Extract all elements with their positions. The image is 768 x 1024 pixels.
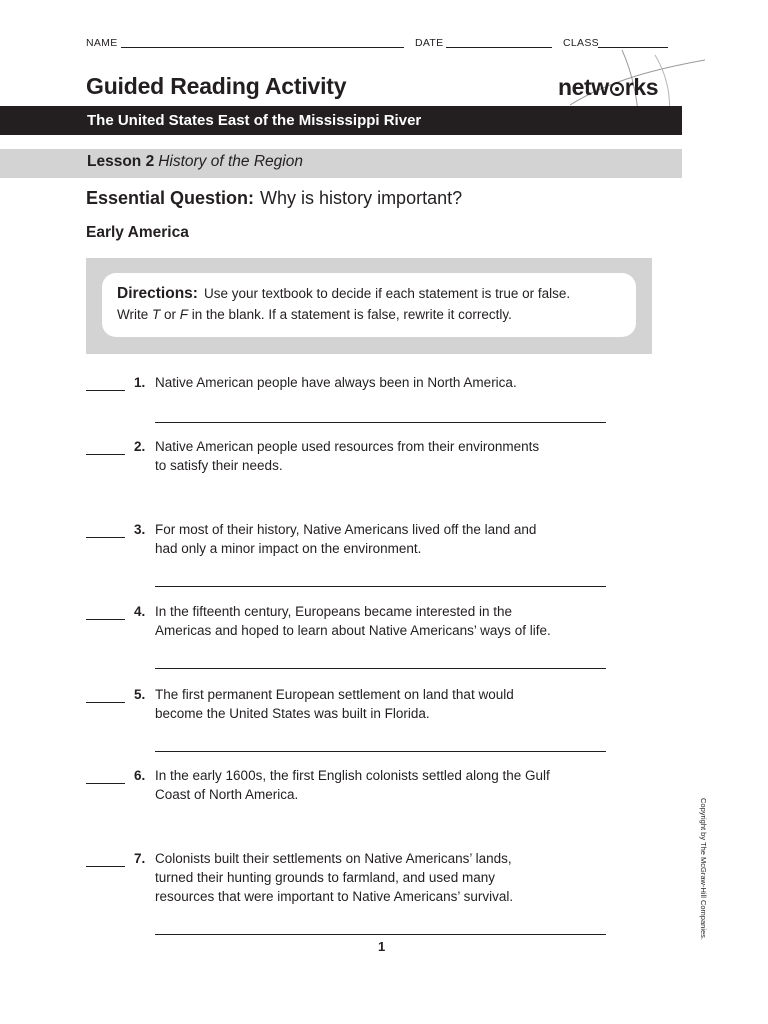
answer-blank-5[interactable] — [86, 702, 125, 703]
networks-logo: netw rks — [558, 74, 659, 100]
question-number: 7. — [134, 851, 146, 866]
question-number: 2. — [134, 439, 146, 454]
rewrite-line-3[interactable] — [155, 586, 606, 587]
question-text: Native American people have always been in North America. — [155, 375, 517, 390]
question-number: 1. — [134, 375, 146, 390]
question-text: turned their hunting grounds to farmland, and used many — [155, 870, 495, 885]
answer-blank-6[interactable] — [86, 783, 125, 784]
answer-blank-7[interactable] — [86, 866, 125, 867]
directions-label: Directions: — [117, 285, 198, 302]
logo-o-icon — [610, 82, 624, 96]
question-number: 5. — [134, 687, 146, 702]
essential-question — [86, 188, 462, 209]
question-text: The first permanent European settlement on land that would — [155, 687, 514, 702]
question-text: Americas and hoped to learn about Native Americans’ ways of life. — [155, 623, 551, 638]
question-text: In the fifteenth century, Europeans became interested in the — [155, 604, 512, 619]
lesson-title: History of the Region — [158, 153, 303, 170]
lesson-label: Lesson 2 — [87, 153, 155, 170]
question-text: become the United States was built in Florida. — [155, 706, 430, 721]
name-label: NAME — [86, 37, 118, 49]
question-text: For most of their history, Native Americans lived off the land and — [155, 522, 537, 537]
question-text: Native American people used resources from their environments — [155, 439, 540, 454]
directions-line-1: Directions: Use your textbook to decide if each statement is true or false. — [117, 285, 571, 302]
question-text: resources that were important to Native Americans’ survival. — [155, 889, 514, 904]
section-heading: Early America — [86, 224, 189, 241]
question-number: 6. — [134, 768, 146, 783]
activity-title: Guided Reading Activity — [86, 73, 347, 99]
class-field[interactable] — [598, 47, 668, 48]
answer-blank-4[interactable] — [86, 619, 125, 620]
date-field[interactable] — [446, 47, 552, 48]
answer-blank-3[interactable] — [86, 537, 125, 538]
copyright-notice: Copyright by The McGraw-Hill Companies. — [699, 798, 708, 940]
essential-question-label: Essential Question: — [86, 188, 255, 208]
name-field[interactable] — [121, 47, 404, 48]
lesson-heading — [87, 153, 303, 171]
directions-line-2: Write T or F in the blank. If a statement is false, rewrite it correctly. — [117, 307, 512, 322]
answer-blank-2[interactable] — [86, 454, 125, 455]
rewrite-line-4[interactable] — [155, 668, 606, 669]
question-text: In the early 1600s, the first English colonists settled along the Gulf — [155, 768, 550, 783]
question-text: to satisfy their needs. — [155, 458, 283, 473]
directions-box — [102, 273, 636, 337]
date-label: DATE — [415, 37, 444, 49]
unit-title: The United States East of the Mississippi River — [87, 112, 422, 129]
question-number: 4. — [134, 604, 146, 619]
question-text: Colonists built their settlements on Native Americans’ lands, — [155, 851, 512, 866]
rewrite-line-1[interactable] — [155, 422, 606, 423]
essential-question-text: Why is history important? — [260, 188, 463, 208]
question-text: had only a minor impact on the environment. — [155, 541, 422, 556]
rewrite-line-5[interactable] — [155, 751, 606, 752]
question-text: Coast of North America. — [155, 787, 299, 802]
class-label: CLASS — [563, 37, 599, 49]
rewrite-line-7[interactable] — [155, 934, 606, 935]
answer-blank-1[interactable] — [86, 390, 125, 391]
question-number: 3. — [134, 522, 146, 537]
page-number: 1 — [378, 939, 386, 954]
